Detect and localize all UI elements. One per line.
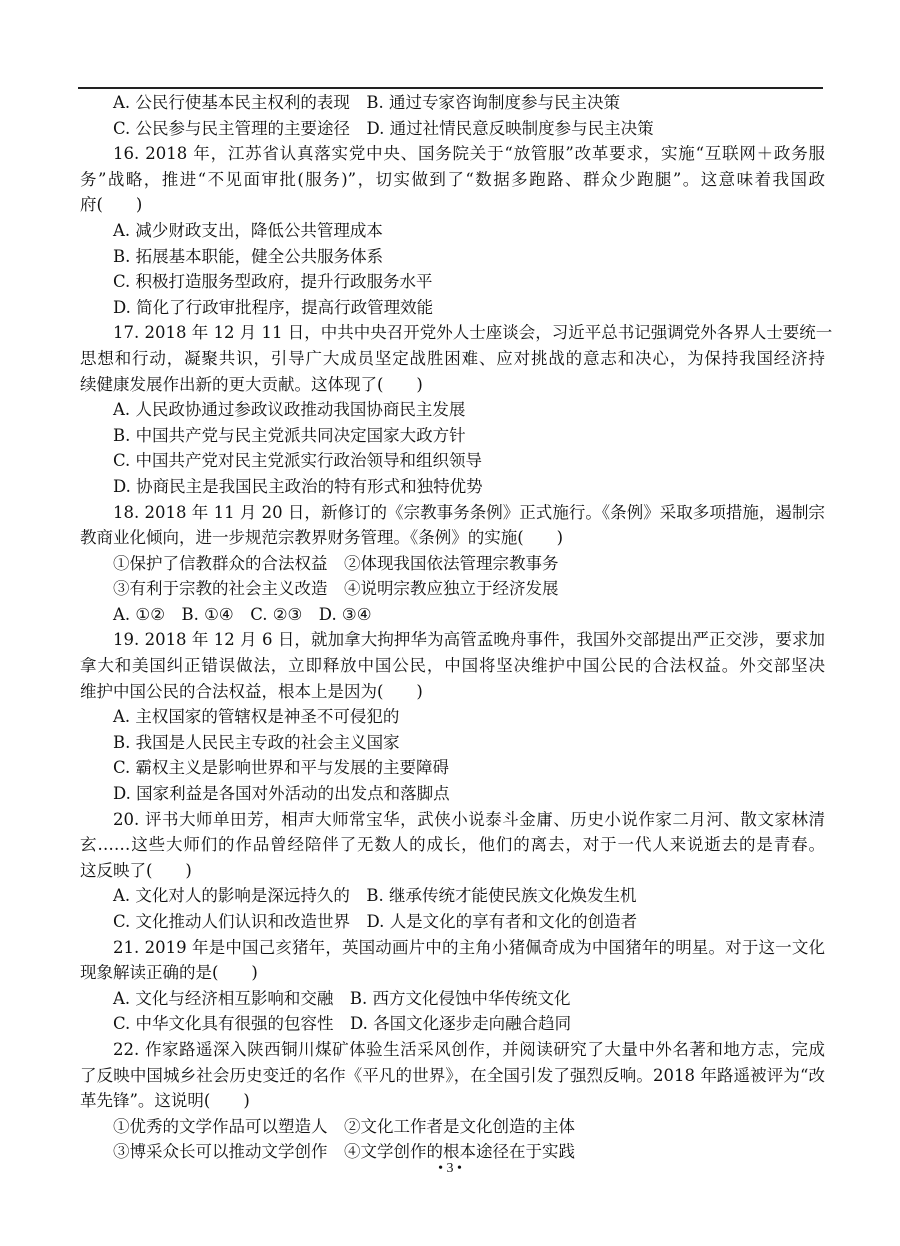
question-21-stem: 21. 2019 年是中国己亥猪年，英国动画片中的主角小猪佩奇成为中国猪年的明星。对于这一文化 — [113, 937, 825, 957]
question-16-stem: 府( ) — [80, 195, 143, 215]
question-18-statements: ③有利于宗教的社会主义改造 ④说明宗教应独立于经济发展 — [113, 579, 559, 599]
question-21-options-ab: A. 文化与经济相互影响和交融 B. 西方文化侵蚀中华传统文化 — [113, 988, 571, 1008]
question-17-option-b: B. 中国共产党与民主党派共同决定国家大政方针 — [113, 425, 466, 445]
question-19-option-d: D. 国家利益是各国对外活动的出发点和落脚点 — [113, 784, 450, 804]
question-16-stem: 16. 2018 年，江苏省认真落实党中央、国务院关于“放管服”改革要求，实施“互联网＋政务服 — [113, 144, 825, 164]
question-22-statements: ③博采众长可以推动文学创作 ④文学创作的根本途径在于实践 — [113, 1142, 575, 1162]
question-18-stem: 教商业化倾向，进一步规范宗教界财务管理。《条例》的实施( ) — [80, 528, 564, 548]
question-20-stem: 20. 评书大师单田芳，相声大师常宝华，武侠小说泰斗金庸、历史小说作家二月河、散文家林清 — [113, 809, 825, 829]
question-text — [80, 90, 833, 1165]
question-17-stem: 思想和行动，凝聚共识，引导广大成员坚定战胜困难、应对挑战的意志和决心，为保持我国经济持 — [80, 348, 825, 368]
question-19-option-c: C. 霸权主义是影响世界和平与发展的主要障碍 — [113, 758, 450, 778]
question-22-statements: ①优秀的文学作品可以塑造人 ②文化工作者是文化创造的主体 — [113, 1116, 575, 1136]
question-19-option-a: A. 主权国家的管辖权是神圣不可侵犯的 — [113, 707, 400, 727]
question-20-options-cd: C. 文化推动人们认识和改造世界 D. 人是文化的享有者和文化的创造者 — [113, 912, 638, 931]
question-20-options-ab: A. 文化对人的影响是深远持久的 B. 继承传统才能使民族文化焕发生机 — [113, 886, 637, 906]
header-rule — [78, 87, 823, 89]
question-17-stem: 续健康发展作出新的更大贡献。这体现了( ) — [80, 374, 423, 394]
question-16-option-c: C. 积极打造服务型政府，提升行政服务水平 — [113, 272, 433, 292]
question-19-option-b: B. 我国是人民民主专政的社会主义国家 — [113, 732, 400, 752]
question-17-stem: 17. 2018 年 12 月 11 日，中共中央召开党外人士座谈会，习近平总书记强调党外各界人士要统一 — [113, 323, 833, 343]
question-16-option-d: D. 简化了行政审批程序，提高行政管理效能 — [113, 297, 434, 317]
question-22-stem: 革先锋”。这说明( ) — [80, 1091, 250, 1111]
question-19-stem: 19. 2018 年 12 月 6 日，就加拿大拘押华为高管孟晚舟事件，我国外交部提出严正交涉，要求加 — [113, 630, 825, 650]
option-line-15cd: C. 公民参与民主管理的主要途径 D. 通过社情民意反映制度参与民主决策 — [113, 118, 654, 138]
question-19-stem: 拿大和美国纠正错误做法，立即释放中国公民，中国将坚决维护中国公民的合法权益。外交部坚决 — [80, 656, 825, 676]
question-21-stem: 现象解读正确的是( ) — [80, 963, 258, 983]
question-18-stem: 18. 2018 年 11 月 20 日，新修订的《宗教事务条例》正式施行。《条例》采取多项措施，遏制宗 — [113, 502, 825, 522]
question-17-option-c: C. 中国共产党对民主党派实行政治领导和组织领导 — [113, 451, 483, 471]
question-20-stem: 这反映了( ) — [80, 860, 192, 880]
option-line-15ab: A. 公民行使基本民主权利的表现 B. 通过专家咨询制度参与民主决策 — [113, 93, 621, 112]
question-19-stem: 维护中国公民的合法权益，根本上是因为( ) — [80, 681, 423, 701]
question-17-option-a: A. 人民政协通过参政议政推动我国协商民主发展 — [113, 400, 466, 420]
question-20-stem: 玄……这些大师们的作品曾经陪伴了无数人的成长，他们的离去，对于一代人来说逝去的是青春。 — [80, 835, 825, 855]
question-22-stem: 了反映中国城乡社会历史变迁的名作《平凡的世界》，在全国引发了强烈反响。2018 年路遥被评为“改 — [80, 1065, 825, 1085]
question-16-option-b: B. 拓展基本职能，健全公共服务体系 — [113, 246, 384, 266]
question-18-options: A. ①② B. ①④ C. ②③ D. ③④ — [113, 604, 372, 624]
question-17-option-d: D. 协商民主是我国民主政治的特有形式和独特优势 — [113, 476, 483, 496]
question-22-stem: 22. 作家路遥深入陕西铜川煤矿体验生活采风创作，并阅读研究了大量中外名著和地方志，完成 — [113, 1039, 825, 1059]
page-number: • 3 • — [438, 1161, 462, 1176]
question-16-option-a: A. 减少财政支出，降低公共管理成本 — [113, 220, 383, 240]
question-16-stem: 务”战略，推进“不见面审批(服务)”，切实做到了“数据多跑路、群众少跑腿”。这意味着我国政 — [80, 169, 825, 189]
question-21-options-cd: C. 中华文化具有很强的包容性 D. 各国文化逐步走向融合趋同 — [113, 1014, 572, 1034]
question-18-statements: ①保护了信教群众的合法权益 ②体现我国依法管理宗教事务 — [113, 553, 559, 573]
